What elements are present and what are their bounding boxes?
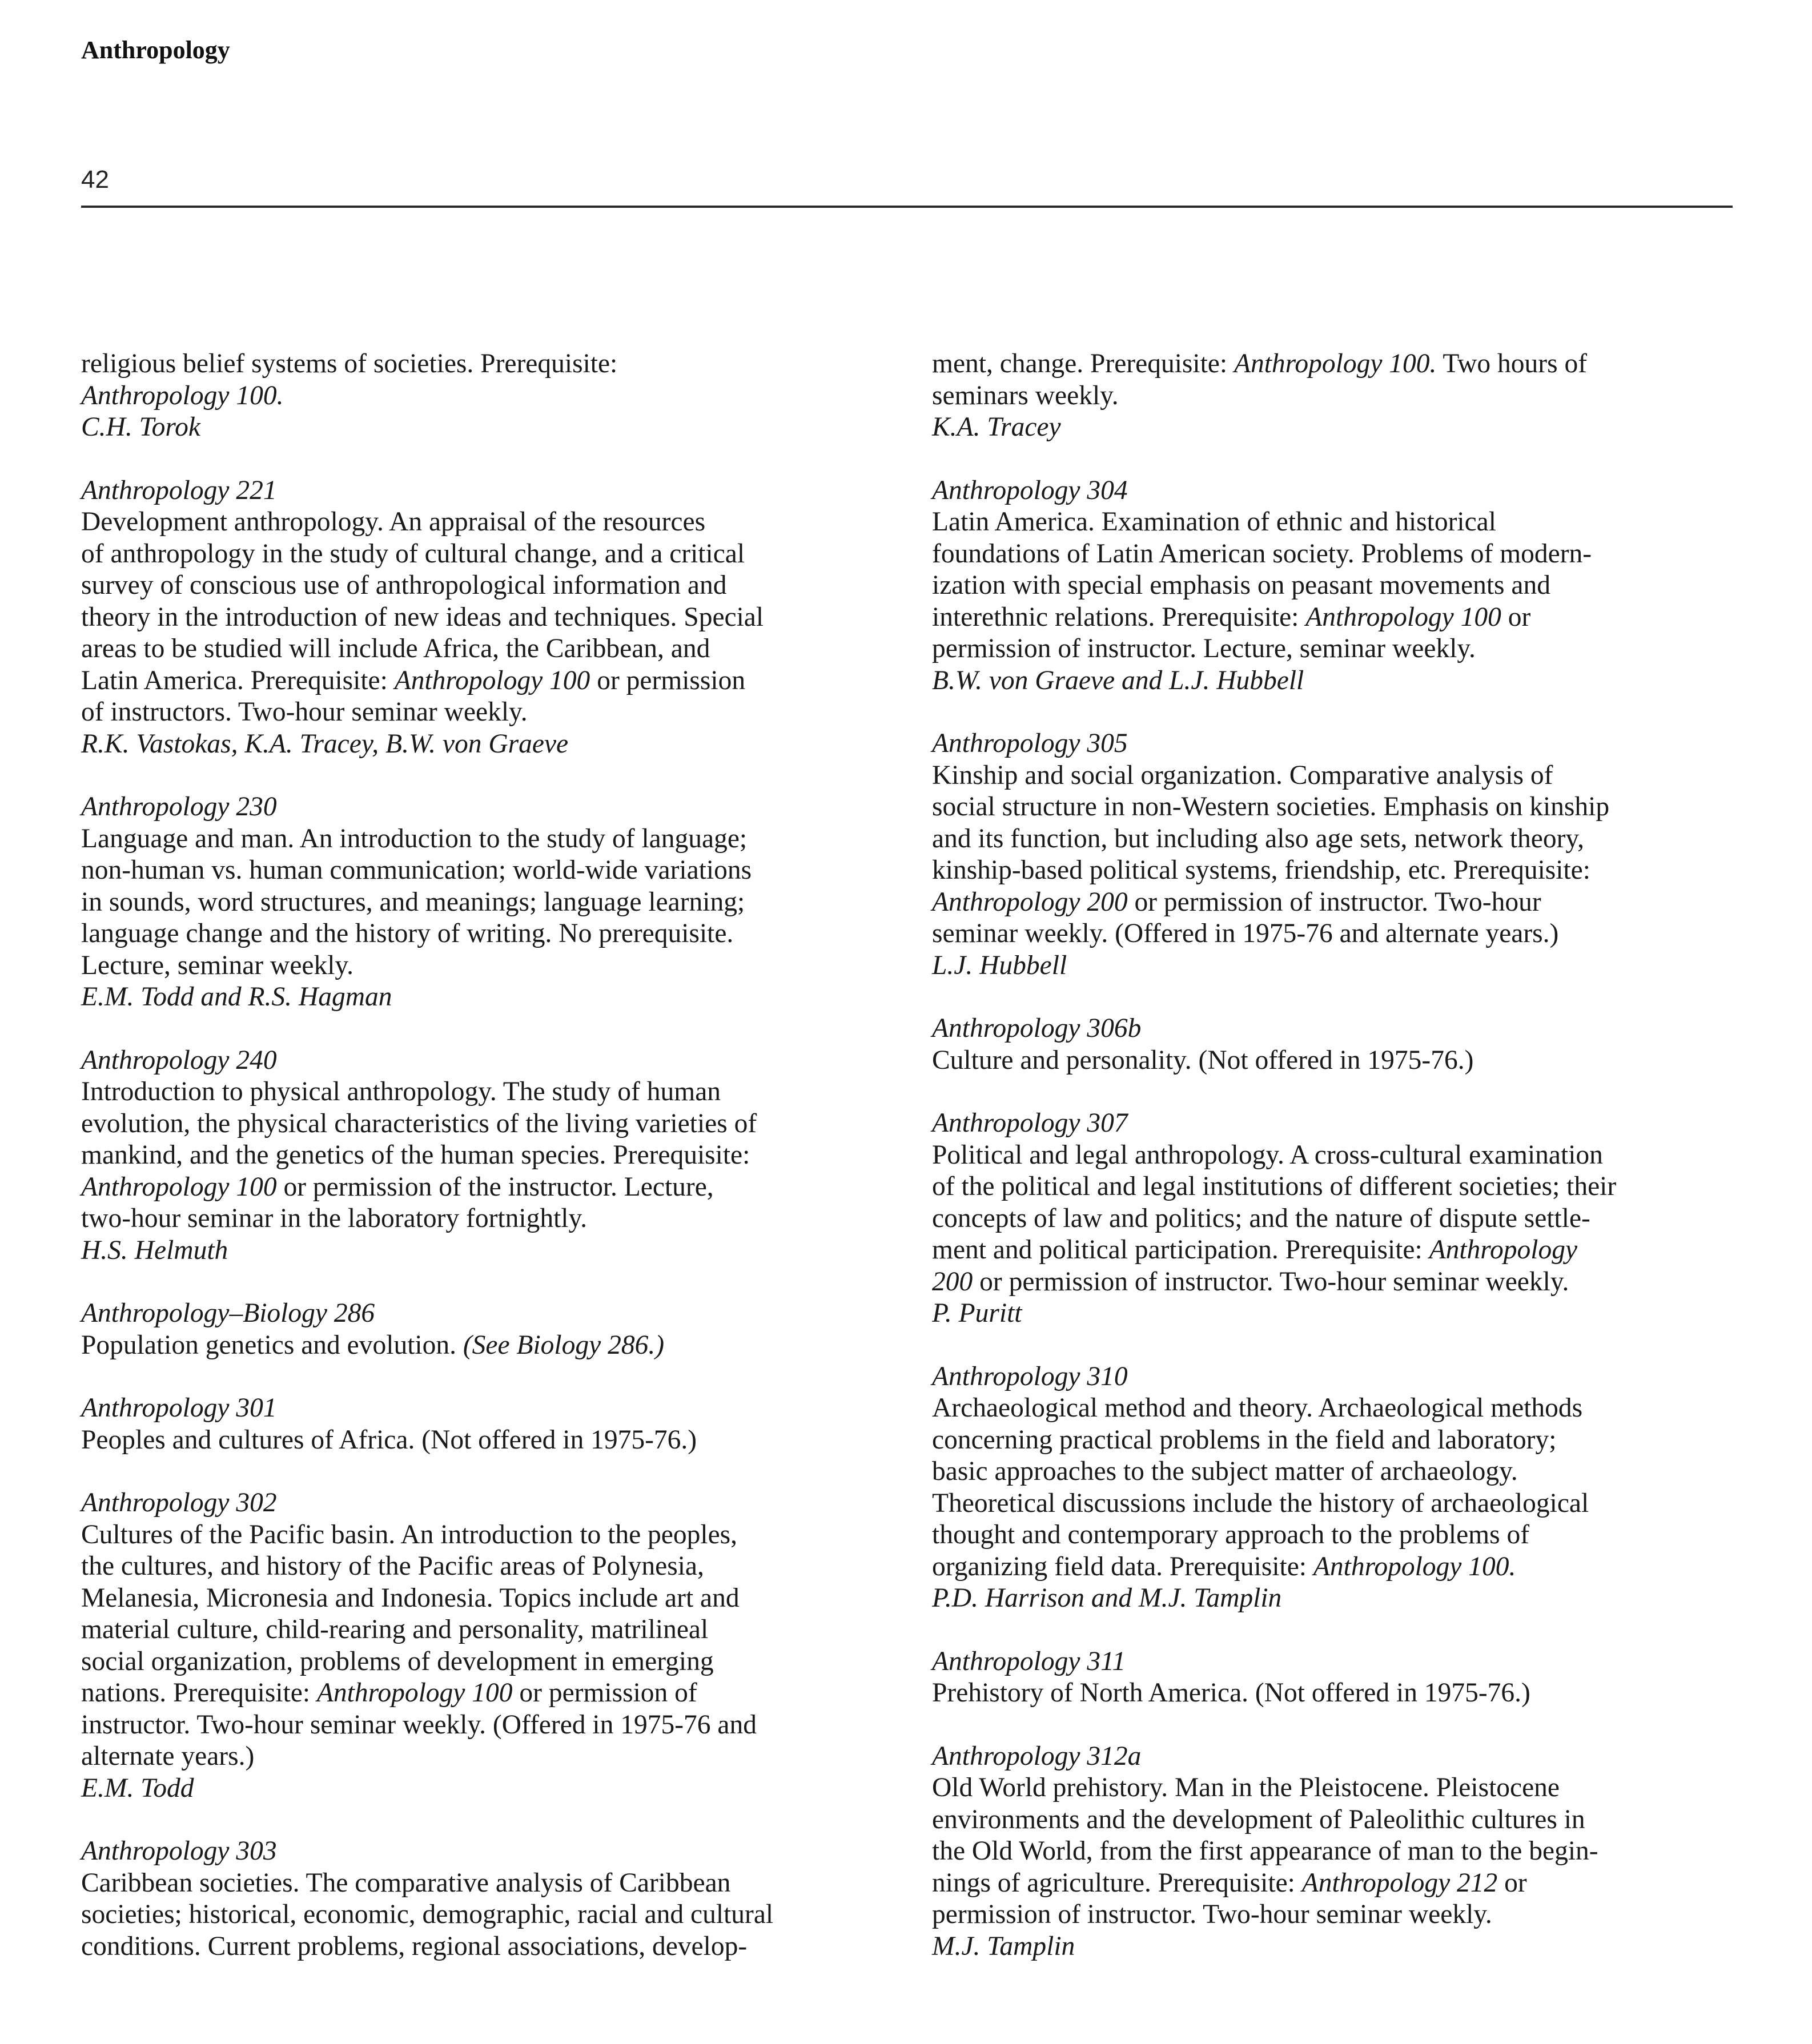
description-line: seminars weekly.: [932, 380, 1119, 411]
instructor: E.M. Todd: [81, 1773, 194, 1803]
prerequisite-reference: Anthropology 100: [81, 1172, 277, 1202]
description-line: evolution, the physical characteristics of the living varieties of: [81, 1108, 757, 1138]
instructor: M.J. Tamplin: [932, 1931, 1075, 1961]
course-entry: [932, 1013, 1743, 1076]
description-line: permission of instructor. Lecture, seminar weekly.: [932, 634, 1476, 663]
description-line: [932, 602, 1743, 634]
course-title: Anthropology 303: [81, 1836, 277, 1866]
prerequisite-reference: 200: [932, 1266, 973, 1297]
text-segment: Two hours of: [1436, 349, 1588, 379]
text-segment: or permission of the instructor. Lecture,: [276, 1172, 714, 1202]
course-entry: [932, 1361, 1743, 1615]
course-title: Anthropology 310: [932, 1361, 1128, 1391]
instructor: B.W. von Graeve and L.J. Hubbell: [932, 665, 1304, 695]
description-line: Caribbean societies. The comparative analysis of Caribbean: [81, 1868, 731, 1898]
course-entry: [932, 1646, 1743, 1709]
description-line: of anthropology in the study of cultural change, and a critical: [81, 538, 745, 569]
description-line: alternate years.): [81, 1741, 255, 1771]
text-segment: or permission of: [512, 1678, 697, 1708]
description-line: religious belief systems of societies. Prerequisite:: [81, 349, 618, 379]
text-segment: organizing field data. Prerequisite:: [932, 1551, 1313, 1582]
text-segment: or: [1497, 1868, 1527, 1898]
text-segment: Latin America. Prerequisite:: [81, 665, 395, 695]
description-line: kinship-based political systems, friendship, etc. Prerequisite:: [932, 855, 1590, 885]
course-title: Anthropology 307: [932, 1108, 1128, 1138]
section-title: Anthropology: [81, 36, 230, 64]
text-segment: or permission: [590, 665, 746, 695]
page-number: 42: [81, 166, 109, 194]
description-line: [932, 1266, 1743, 1298]
course-entry: [932, 1741, 1743, 1963]
description-line: seminar weekly. (Offered in 1975-76 and alternate years.): [932, 919, 1559, 948]
text-segment: ment, change. Prerequisite:: [932, 349, 1234, 379]
description-line: [932, 1234, 1743, 1266]
instructor: P.D. Harrison and M.J. Tamplin: [932, 1583, 1282, 1613]
instructor: L.J. Hubbell: [932, 950, 1067, 980]
course-entry: [81, 1836, 898, 1962]
course-title: Anthropology 304: [932, 475, 1128, 505]
course-title: Anthropology 302: [81, 1488, 277, 1518]
description-line: foundations of Latin American society. Problems of modern-: [932, 538, 1592, 569]
description-line: [932, 1551, 1743, 1583]
instructor: R.K. Vastokas, K.A. Tracey, B.W. von Graeve: [81, 729, 569, 759]
description-line: Cultures of the Pacific basin. An introduction to the peoples,: [81, 1519, 738, 1550]
description-line: Development anthropology. An appraisal of the resources: [81, 507, 706, 537]
course-title: Anthropology 240: [81, 1045, 277, 1075]
description-line: areas to be studied will include Africa, the Caribbean, and: [81, 634, 710, 663]
description-line: ization with special emphasis on peasant movements and: [932, 570, 1550, 600]
description-line: [81, 1172, 898, 1204]
course-title: Anthropology 311: [932, 1646, 1126, 1676]
instructor: E.M. Todd and R.S. Hagman: [81, 982, 392, 1012]
description-line: in sounds, word structures, and meanings; language learning;: [81, 887, 745, 917]
description-line: survey of conscious use of anthropological information and: [81, 570, 727, 600]
description-line: thought and contemporary approach to the problems of: [932, 1520, 1530, 1550]
description-line: environments and the development of Paleolithic cultures in: [932, 1804, 1585, 1834]
description-line: Melanesia, Micronesia and Indonesia. Topics include art and: [81, 1583, 740, 1613]
description-line: the Old World, from the first appearance of man to the begin-: [932, 1836, 1598, 1866]
description-line: permission of instructor. Two-hour seminar weekly.: [932, 1900, 1492, 1929]
course-title: Anthropology 221: [81, 475, 277, 505]
text-segment: or: [1501, 602, 1531, 632]
description-line: instructor. Two-hour seminar weekly. (Offered in 1975-76 and: [81, 1709, 757, 1740]
text-segment: nations. Prerequisite:: [81, 1678, 317, 1708]
description-line: mankind, and the genetics of the human species. Prerequisite:: [81, 1140, 750, 1170]
prerequisite-reference: Anthropology 100.: [81, 380, 284, 411]
description-line: Peoples and cultures of Africa. (Not offered in 1975-76.): [81, 1425, 697, 1455]
instructor: P. Puritt: [932, 1298, 1022, 1328]
description-line: the cultures, and history of the Pacific areas of Polynesia,: [81, 1551, 704, 1581]
description-line: Lecture, seminar weekly.: [81, 950, 353, 980]
left-column: [81, 348, 898, 1994]
course-entry: [81, 1045, 898, 1267]
description-line: conditions. Current problems, regional associations, develop-: [81, 1931, 748, 1961]
course-entry: [932, 475, 1743, 697]
instructor: H.S. Helmuth: [81, 1235, 228, 1265]
prerequisite-reference: Anthropology 100: [394, 665, 590, 695]
description-line: [81, 665, 898, 697]
description-line: societies; historical, economic, demographic, racial and cultural: [81, 1900, 774, 1929]
course-entry: [81, 475, 898, 761]
description-line: social organization, problems of development in emerging: [81, 1646, 714, 1676]
description-line: two-hour seminar in the laboratory fortnightly.: [81, 1204, 588, 1233]
description-line: social structure in non-Western societies. Emphasis on kinship: [932, 792, 1610, 822]
text-segment: or permission of instructor. Two-hour seminar weekly.: [973, 1266, 1569, 1297]
continued-entry: [932, 348, 1743, 444]
course-title: Anthropology 306b: [932, 1013, 1142, 1043]
description-line: non-human vs. human communication; world-wide variations: [81, 855, 752, 885]
description-line: language change and the history of writing. No prerequisite.: [81, 919, 734, 948]
description-line: Political and legal anthropology. A cross-cultural examination: [932, 1140, 1603, 1170]
text-segment: Population genetics and evolution.: [81, 1330, 463, 1360]
text-segment: ment and political participation. Prerequisite:: [932, 1235, 1429, 1265]
course-entry: [81, 1487, 898, 1804]
description-line: [81, 1330, 898, 1362]
prerequisite-reference: Anthropology: [1429, 1235, 1578, 1265]
course-entry: [81, 791, 898, 1013]
description-line: basic approaches to the subject matter of archaeology.: [932, 1456, 1518, 1486]
prerequisite-reference: Anthropology 100.: [1313, 1551, 1516, 1582]
description-line: concerning practical problems in the field and laboratory;: [932, 1425, 1557, 1455]
instructor: K.A. Tracey: [932, 412, 1061, 442]
description-line: Language and man. An introduction to the study of language;: [81, 823, 748, 854]
description-line: material culture, child-rearing and personality, matrilineal: [81, 1615, 709, 1644]
description-line: Kinship and social organization. Comparative analysis of: [932, 760, 1553, 790]
description-line: [932, 348, 1743, 380]
description-line: theory in the introduction of new ideas and techniques. Special: [81, 602, 764, 632]
description-line: [932, 887, 1743, 919]
text-segment: nings of agriculture. Prerequisite:: [932, 1868, 1302, 1898]
prerequisite-reference: Anthropology 100.: [1234, 349, 1437, 379]
course-title: Anthropology–Biology 286: [81, 1298, 375, 1328]
description-line: Introduction to physical anthropology. The study of human: [81, 1077, 721, 1107]
course-entry: [932, 1108, 1743, 1330]
description-line: Culture and personality. (Not offered in 1975-76.): [932, 1045, 1474, 1075]
course-title: Anthropology 301: [81, 1393, 277, 1423]
description-line: of the political and legal institutions of different societies; their: [932, 1172, 1617, 1201]
prerequisite-reference: Anthropology 200: [932, 887, 1128, 917]
header-rule: [81, 206, 1733, 208]
description-line: of instructors. Two-hour seminar weekly.: [81, 697, 528, 727]
description-line: Theoretical discussions include the history of archaeological: [932, 1488, 1589, 1518]
right-column: [932, 348, 1743, 1994]
cross-reference: (See Biology 286.): [463, 1330, 665, 1360]
description-line: Prehistory of North America. (Not offered in 1975-76.): [932, 1678, 1530, 1708]
instructor: C.H. Torok: [81, 412, 200, 442]
description-line: concepts of law and politics; and the nature of dispute settle-: [932, 1203, 1590, 1233]
prerequisite-reference: Anthropology 100: [316, 1678, 513, 1708]
course-entry: [932, 728, 1743, 981]
course-entry: [81, 1298, 898, 1361]
description-line: [81, 1677, 898, 1709]
continued-entry: [81, 348, 898, 444]
description-line: Archaeological method and theory. Archaeological methods: [932, 1393, 1583, 1423]
description-line: and its function, but including also age sets, network theory,: [932, 823, 1584, 854]
description-line: Latin America. Examination of ethnic and historical: [932, 507, 1496, 537]
text-segment: or permission of instructor. Two-hour: [1127, 887, 1541, 917]
course-title: Anthropology 312a: [932, 1741, 1142, 1771]
course-title: Anthropology 230: [81, 792, 277, 822]
prerequisite-reference: Anthropology 212: [1301, 1868, 1498, 1898]
course-entry: [81, 1393, 898, 1456]
text-segment: interethnic relations. Prerequisite:: [932, 602, 1306, 632]
prerequisite-reference: Anthropology 100: [1305, 602, 1501, 632]
description-line: Old World prehistory. Man in the Pleistocene. Pleistocene: [932, 1773, 1560, 1802]
description-line: [932, 1868, 1743, 1900]
course-title: Anthropology 305: [932, 729, 1128, 758]
